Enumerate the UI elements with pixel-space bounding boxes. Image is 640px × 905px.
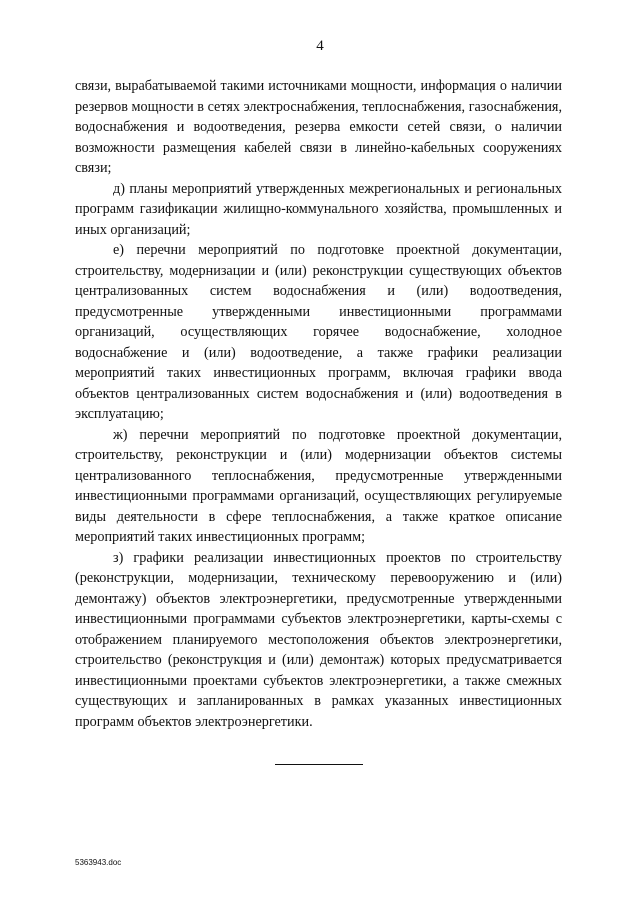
paragraph-item-e: е) перечни мероприятий по подготовке проектной документации, строительству, модернизации и (или) реконструкции существующих объектов централизованных систем водоснабжения и (или) водоотведения, предусмотренные утвержденными инвестиционными программами организаций, осуществляющих горячее водоснабжение, холодное водоснабжение и (или) водоотведение, а также графики реализации мероприятий таких инвестиционных программ, включая графики ввода объектов централизованных систем водоснабжения и (или) водоотведения в эксплуатацию; bbox=[75, 242, 562, 422]
page-number: 4 bbox=[316, 38, 324, 54]
paragraph-item-zh: ж) перечни мероприятий по подготовке проектной документации, строительству, реконструкции и (или) модернизации объектов системы централизованного теплоснабжения, предусмотренные утвержденными инвестиционными программами организаций, осуществляющих регулируемые виды деятельности в сфере теплоснабжения, а также краткое описание мероприятий таких инвестиционных программ; bbox=[75, 426, 562, 545]
footer-file-name: 5363943.doc bbox=[75, 858, 122, 867]
end-of-text-rule bbox=[275, 764, 363, 765]
paragraph-continuation: связи, вырабатываемой такими источниками мощности, информация о наличии резервов мощности в сетях электроснабжения, теплоснабжения, газоснабжения, водоснабжения и водоотведения, резерва емкости сетей связи, о наличии возможности размещения кабелей связи в линейно-кабельных сооружениях связи; bbox=[75, 78, 562, 176]
document-body bbox=[75, 76, 562, 732]
paragraph-item-z: з) графики реализации инвестиционных проектов по строительству (реконструкции, модернизации, техническому перевооружению и (или) демонтажу) объектов электроэнергетики, предусмотренные утвержденными инвестиционными программами субъектов электроэнергетики, карты-схемы с отображением планируемого местоположения объектов электроэнергетики, строительство (реконструкция и (или) демонтаж) которых предусматривается инвестиционными проектами субъектов электроэнергетики, а также смежных существующих и запланированных в рамках указанных инвестиционных программ объектов электроэнергетики. bbox=[75, 549, 562, 730]
paragraph-item-d: д) планы мероприятий утвержденных межрегиональных и региональных программ газификации жилищно-коммунального хозяйства, промышленных и иных организаций; bbox=[75, 180, 562, 238]
